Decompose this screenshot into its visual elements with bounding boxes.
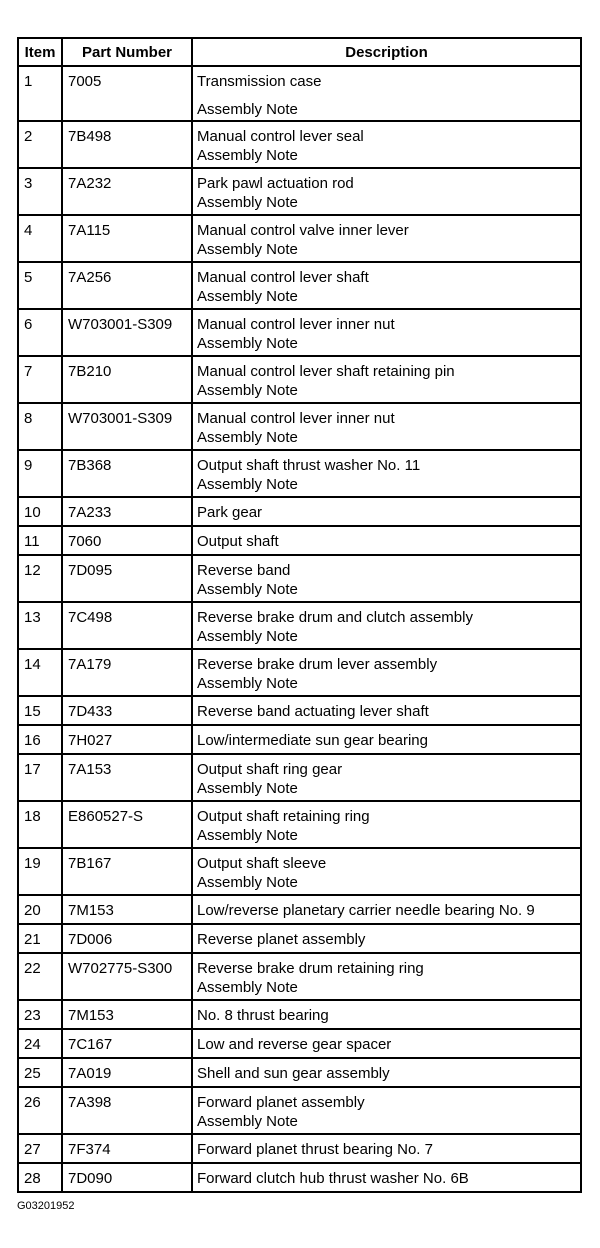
part-number: 7A115 [68,222,111,239]
description-text: Forward clutch hub thrust washer No. 6B [197,1170,469,1187]
item-cell [18,602,62,649]
assembly-note-link: Assembly Note [197,241,298,258]
table-row [18,696,581,725]
table-row [18,1134,581,1163]
item-cell [18,555,62,602]
part-number-cell [62,649,192,696]
part-number-cell [62,895,192,924]
header-item: Item [18,38,62,66]
description-cell [192,309,581,356]
description-cell [192,801,581,848]
part-number-cell [62,602,192,649]
description-text: Forward planet thrust bearing No. 7 [197,1141,433,1158]
description-cell [192,602,581,649]
table-row [18,356,581,403]
part-number-cell [62,1029,192,1058]
description-cell [192,1029,581,1058]
description-text: Manual control lever seal [197,128,364,145]
description-text: Reverse band actuating lever shaft [197,703,429,720]
part-number: 7005 [68,73,102,90]
description-text: Manual control valve inner lever [197,222,409,239]
assembly-note-link: Assembly Note [197,979,298,996]
item-cell [18,66,62,121]
figure-id: G03201952 [17,1200,75,1212]
table-row [18,497,581,526]
item-cell [18,403,62,450]
table-row [18,1058,581,1087]
assembly-note-link: Assembly Note [197,382,298,399]
description-cell [192,526,581,555]
table-row [18,309,581,356]
description-text: Shell and sun gear assembly [197,1065,390,1082]
part-number: 7F374 [68,1141,111,1158]
description-text: Output shaft sleeve [197,855,327,872]
item-cell [18,121,62,168]
description-cell [192,1058,581,1087]
part-number: W703001-S309 [68,316,173,333]
part-number-cell [62,450,192,497]
assembly-note-link: Assembly Note [197,780,298,797]
assembly-note-link: Assembly Note [197,827,298,844]
description-text: Reverse brake drum lever assembly [197,656,438,673]
item-cell [18,953,62,1000]
part-number-cell [62,403,192,450]
assembly-note-link: Assembly Note [197,335,298,352]
table-row [18,1163,581,1192]
table-row [18,1087,581,1134]
part-number-cell [62,754,192,801]
item-cell [18,1163,62,1192]
part-number: 7A153 [68,761,112,778]
item-cell [18,168,62,215]
assembly-note-link: Assembly Note [197,581,298,598]
description-cell [192,497,581,526]
item-number: 15 [24,703,41,720]
item-number: 27 [24,1141,41,1158]
part-number-cell [62,1000,192,1029]
item-number: 14 [24,656,41,673]
description-cell [192,168,581,215]
item-cell [18,1087,62,1134]
description-cell [192,848,581,895]
description-text: Manual control lever inner nut [197,410,395,427]
item-cell [18,1058,62,1087]
part-number: 7D006 [68,931,113,948]
parts-table [17,37,582,1193]
description-text: Low/reverse planetary carrier needle bearing No. 9 [197,902,535,919]
description-text: Output shaft retaining ring [197,808,370,825]
table-row [18,403,581,450]
part-number-cell [62,497,192,526]
item-number: 17 [24,761,41,778]
part-number-cell [62,262,192,309]
part-number: 7C498 [68,609,113,626]
part-number-cell [62,1163,192,1192]
assembly-note-link: Assembly Note [197,675,298,692]
item-number: 22 [24,960,41,977]
table-row [18,121,581,168]
part-number: 7A179 [68,656,112,673]
description-cell [192,953,581,1000]
description-cell [192,754,581,801]
table-row [18,215,581,262]
table-row [18,895,581,924]
part-number: 7D090 [68,1170,113,1187]
part-number: 7A232 [68,175,112,192]
item-cell [18,526,62,555]
item-number: 8 [24,410,33,427]
item-number: 23 [24,1007,41,1024]
item-cell [18,725,62,754]
item-number: 5 [24,269,33,286]
part-number: 7A398 [68,1094,112,1111]
part-number: 7C167 [68,1036,113,1053]
description-text: Low and reverse gear spacer [197,1036,392,1053]
description-cell [192,649,581,696]
description-cell [192,215,581,262]
item-cell [18,754,62,801]
table-row [18,1000,581,1029]
part-number: 7M153 [68,1007,114,1024]
item-cell [18,801,62,848]
description-cell [192,121,581,168]
part-number: 7B368 [68,457,112,474]
item-cell [18,1134,62,1163]
description-cell [192,1087,581,1134]
item-number: 7 [24,363,33,380]
header-part-number: Part Number [62,38,192,66]
item-cell [18,895,62,924]
item-cell [18,356,62,403]
description-text: Manual control lever inner nut [197,316,395,333]
item-number: 2 [24,128,33,145]
table-row [18,66,581,121]
item-number: 3 [24,175,33,192]
item-cell [18,696,62,725]
assembly-note-link: Assembly Note [197,476,298,493]
table-row [18,555,581,602]
assembly-note-link: Assembly Note [197,101,298,118]
table-row [18,526,581,555]
description-text: Park pawl actuation rod [197,175,354,192]
description-cell [192,450,581,497]
item-cell [18,924,62,953]
description-text: Forward planet assembly [197,1094,365,1111]
description-text: Reverse band [197,562,291,579]
description-cell [192,555,581,602]
part-number-cell [62,309,192,356]
part-number: 7B167 [68,855,112,872]
part-number-cell [62,168,192,215]
table-row [18,168,581,215]
item-number: 18 [24,808,41,825]
table-row [18,450,581,497]
part-number-cell [62,801,192,848]
item-cell [18,497,62,526]
part-number-cell [62,1058,192,1087]
description-text: Reverse brake drum retaining ring [197,960,424,977]
description-cell [192,895,581,924]
item-cell [18,1029,62,1058]
item-number: 20 [24,902,41,919]
table-row [18,924,581,953]
part-number-cell [62,1087,192,1134]
description-cell [192,356,581,403]
item-cell [18,1000,62,1029]
part-number: E860527-S [68,808,144,825]
assembly-note-link: Assembly Note [197,874,298,891]
description-text: Reverse planet assembly [197,931,366,948]
table-row [18,262,581,309]
description-cell [192,924,581,953]
description-text: Manual control lever shaft retaining pin [197,363,455,380]
description-text: No. 8 thrust bearing [197,1007,329,1024]
description-text: Low/intermediate sun gear bearing [197,732,428,749]
part-number-cell [62,555,192,602]
description-text: Output shaft thrust washer No. 11 [197,457,421,474]
item-cell [18,649,62,696]
item-number: 24 [24,1036,41,1053]
part-number: 7H027 [68,732,113,749]
description-cell [192,1163,581,1192]
description-text: Output shaft [197,533,279,550]
item-number: 13 [24,609,41,626]
item-number: 4 [24,222,33,239]
part-number-cell [62,526,192,555]
header-description: Description [192,38,581,66]
description-text: Manual control lever shaft [197,269,369,286]
part-number: 7A233 [68,504,112,521]
header-row [18,38,581,66]
part-number: 7B498 [68,128,112,145]
table-row [18,801,581,848]
part-number-cell [62,121,192,168]
description-cell [192,696,581,725]
description-text: Reverse brake drum and clutch assembly [197,609,473,626]
part-number-cell [62,1134,192,1163]
description-cell [192,66,581,121]
item-number: 28 [24,1170,41,1187]
description-text: Park gear [197,504,263,521]
table-row [18,754,581,801]
assembly-note-link: Assembly Note [197,288,298,305]
description-text: Transmission case [197,73,322,90]
table-row [18,848,581,895]
item-number: 21 [24,931,41,948]
description-cell [192,1134,581,1163]
table-row [18,1029,581,1058]
item-cell [18,262,62,309]
item-number: 10 [24,504,41,521]
item-cell [18,309,62,356]
item-number: 9 [24,457,33,474]
item-number: 6 [24,316,33,333]
item-cell [18,215,62,262]
part-number: 7A019 [68,1065,112,1082]
description-text: Output shaft ring gear [197,761,343,778]
item-number: 25 [24,1065,41,1082]
item-number: 11 [24,533,40,550]
assembly-note-link: Assembly Note [197,194,298,211]
part-number: 7D433 [68,703,113,720]
description-cell [192,1000,581,1029]
item-number: 1 [24,73,33,90]
part-number-cell [62,215,192,262]
assembly-note-link: Assembly Note [197,628,298,645]
table-row [18,602,581,649]
item-cell [18,848,62,895]
part-number-cell [62,924,192,953]
description-cell [192,262,581,309]
part-number-cell [62,725,192,754]
part-number: 7B210 [68,363,112,380]
description-cell [192,403,581,450]
part-number-cell [62,66,192,121]
table-row [18,725,581,754]
part-number-cell [62,696,192,725]
table-body [18,66,581,1192]
description-cell [192,725,581,754]
part-number: W702775-S300 [68,960,173,977]
assembly-note-link: Assembly Note [197,429,298,446]
item-number: 26 [24,1094,41,1111]
part-number-cell [62,953,192,1000]
assembly-note-link: Assembly Note [197,147,298,164]
item-number: 16 [24,732,41,749]
part-number: 7060 [68,533,102,550]
part-number: 7D095 [68,562,113,579]
item-number: 19 [24,855,41,872]
part-number: 7M153 [68,902,114,919]
part-number-cell [62,848,192,895]
assembly-note-link: Assembly Note [197,1113,298,1130]
item-number: 12 [24,562,41,579]
table-row [18,953,581,1000]
table-row [18,649,581,696]
item-cell [18,450,62,497]
part-number: 7A256 [68,269,112,286]
part-number: W703001-S309 [68,410,173,427]
part-number-cell [62,356,192,403]
